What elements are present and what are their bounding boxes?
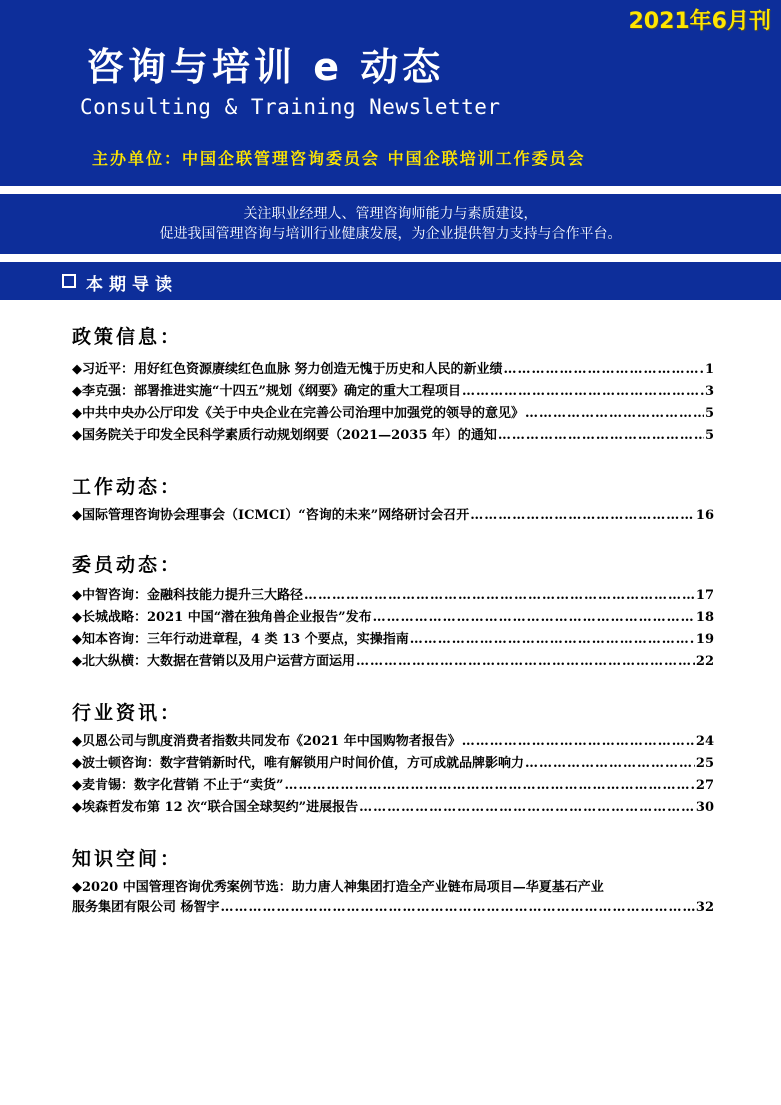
- toc-entry[interactable]: [72, 404, 714, 424]
- entry-text: ◆埃森哲发布第 12 次“联合国全球契约”进展报告: [72, 800, 359, 815]
- entry-page: 25: [695, 756, 714, 771]
- leader-dots: [462, 732, 695, 752]
- entry-text: ◆李克强：部署推进实施“十四五”规划《纲要》确定的重大工程项目: [72, 384, 461, 399]
- toc-title: 本期导读: [86, 275, 178, 295]
- newsletter-title-en: Consulting & Training Newsletter: [80, 95, 501, 119]
- entry-text: ◆波士顿咨询：数字营销新时代，唯有解锁用户时间价值，方可成就品牌影响力: [72, 756, 524, 771]
- entry-page: 30: [695, 800, 714, 815]
- toc-entry[interactable]: [72, 776, 714, 796]
- entry-page: 16: [695, 508, 714, 523]
- entry-text: ◆贝恩公司与凯度消费者指数共同发布《2021 年中国购物者报告》: [72, 734, 461, 749]
- leader-dots: [221, 898, 695, 918]
- section-heading-knowledge: 知识空间：: [72, 848, 183, 870]
- leader-dots: [284, 776, 694, 796]
- leader-dots: [525, 754, 695, 774]
- entry-text: ◆习近平：用好红色资源赓续红色血脉 努力创造无愧于历史和人民的新业绩: [72, 362, 503, 377]
- toc-entry[interactable]: [72, 506, 714, 526]
- toc-entry[interactable]: [72, 360, 714, 380]
- mission-line-2: 促进我国管理咨询与培训行业健康发展，为企业提供智力支持与合作平台。: [159, 226, 622, 242]
- entry-text-continued: 服务集团有限公司 杨智宇: [72, 900, 220, 915]
- mission-banner: [0, 194, 781, 254]
- toc-entry[interactable]: [72, 878, 714, 918]
- leader-dots: [356, 652, 695, 672]
- issue-label: 2021年6月刊: [628, 9, 771, 34]
- entry-text: ◆国际管理咨询协会理事会（ICMCI）“咨询的未来”网络研讨会召开: [72, 508, 470, 523]
- toc-entry[interactable]: [72, 426, 714, 446]
- checkbox-square-icon: [62, 274, 76, 288]
- toc-entry[interactable]: [72, 608, 714, 628]
- entry-text: ◆北大纵横：大数据在营销以及用户运营方面运用: [72, 654, 355, 669]
- leader-dots: [498, 426, 704, 446]
- section-heading-policy: 政策信息：: [72, 326, 183, 348]
- entry-text: ◆国务院关于印发全民科学素质行动规划纲要（2021—2035 年）的通知: [72, 428, 497, 443]
- leader-dots: [359, 798, 695, 818]
- section-heading-industry: 行业资讯：: [72, 702, 183, 724]
- entry-text: ◆知本咨询：三年行动进章程，4 类 13 个要点，实操指南: [72, 632, 409, 647]
- entry-page: 19: [695, 632, 714, 647]
- sponsor-line: 主办单位：中国企联管理咨询委员会 中国企联培训工作委员会: [92, 149, 586, 168]
- entry-page: 32: [695, 900, 714, 915]
- toc-entry[interactable]: [72, 798, 714, 818]
- entry-page: 3: [704, 384, 714, 399]
- leader-dots: [525, 404, 704, 424]
- leader-dots: [304, 586, 695, 606]
- entry-text: ◆中共中央办公厅印发《关于中央企业在完善公司治理中加强党的领导的意见》: [72, 406, 524, 421]
- toc-entry[interactable]: [72, 732, 714, 752]
- toc-entry[interactable]: [72, 630, 714, 650]
- entry-page: 27: [695, 778, 714, 793]
- toc-entry[interactable]: [72, 754, 714, 774]
- leader-dots: [410, 630, 695, 650]
- toc-entry[interactable]: [72, 382, 714, 402]
- entry-page: 5: [704, 428, 714, 443]
- leader-dots: [504, 360, 704, 380]
- entry-page: 17: [695, 588, 714, 603]
- toc-entry[interactable]: [72, 652, 714, 672]
- newsletter-title: 咨询与培训 e 动态: [86, 45, 445, 89]
- entry-page: 5: [704, 406, 714, 421]
- entry-text: ◆麦肯锡：数字化营销 不止于“卖货”: [72, 778, 284, 793]
- mission-line-1: 关注职业经理人、管理咨询师能力与素质建设，: [243, 206, 538, 222]
- entry-page: 22: [695, 654, 714, 669]
- entry-page: 1: [704, 362, 714, 377]
- entry-page: 24: [695, 734, 714, 749]
- entry-text: ◆长城战略：2021 中国“潜在独角兽企业报告”发布: [72, 610, 372, 625]
- section-heading-work: 工作动态：: [72, 476, 183, 498]
- toc-entry[interactable]: [72, 586, 714, 606]
- leader-dots: [462, 382, 704, 402]
- leader-dots: [470, 506, 695, 526]
- section-heading-members: 委员动态：: [72, 554, 183, 576]
- entry-page: 18: [695, 610, 714, 625]
- entry-text: ◆2020 中国管理咨询优秀案例节选：助力唐人神集团打造全产业链布局项目—华夏基石产业: [72, 880, 604, 895]
- entry-text: ◆中智咨询：金融科技能力提升三大路径: [72, 588, 303, 603]
- leader-dots: [373, 608, 695, 628]
